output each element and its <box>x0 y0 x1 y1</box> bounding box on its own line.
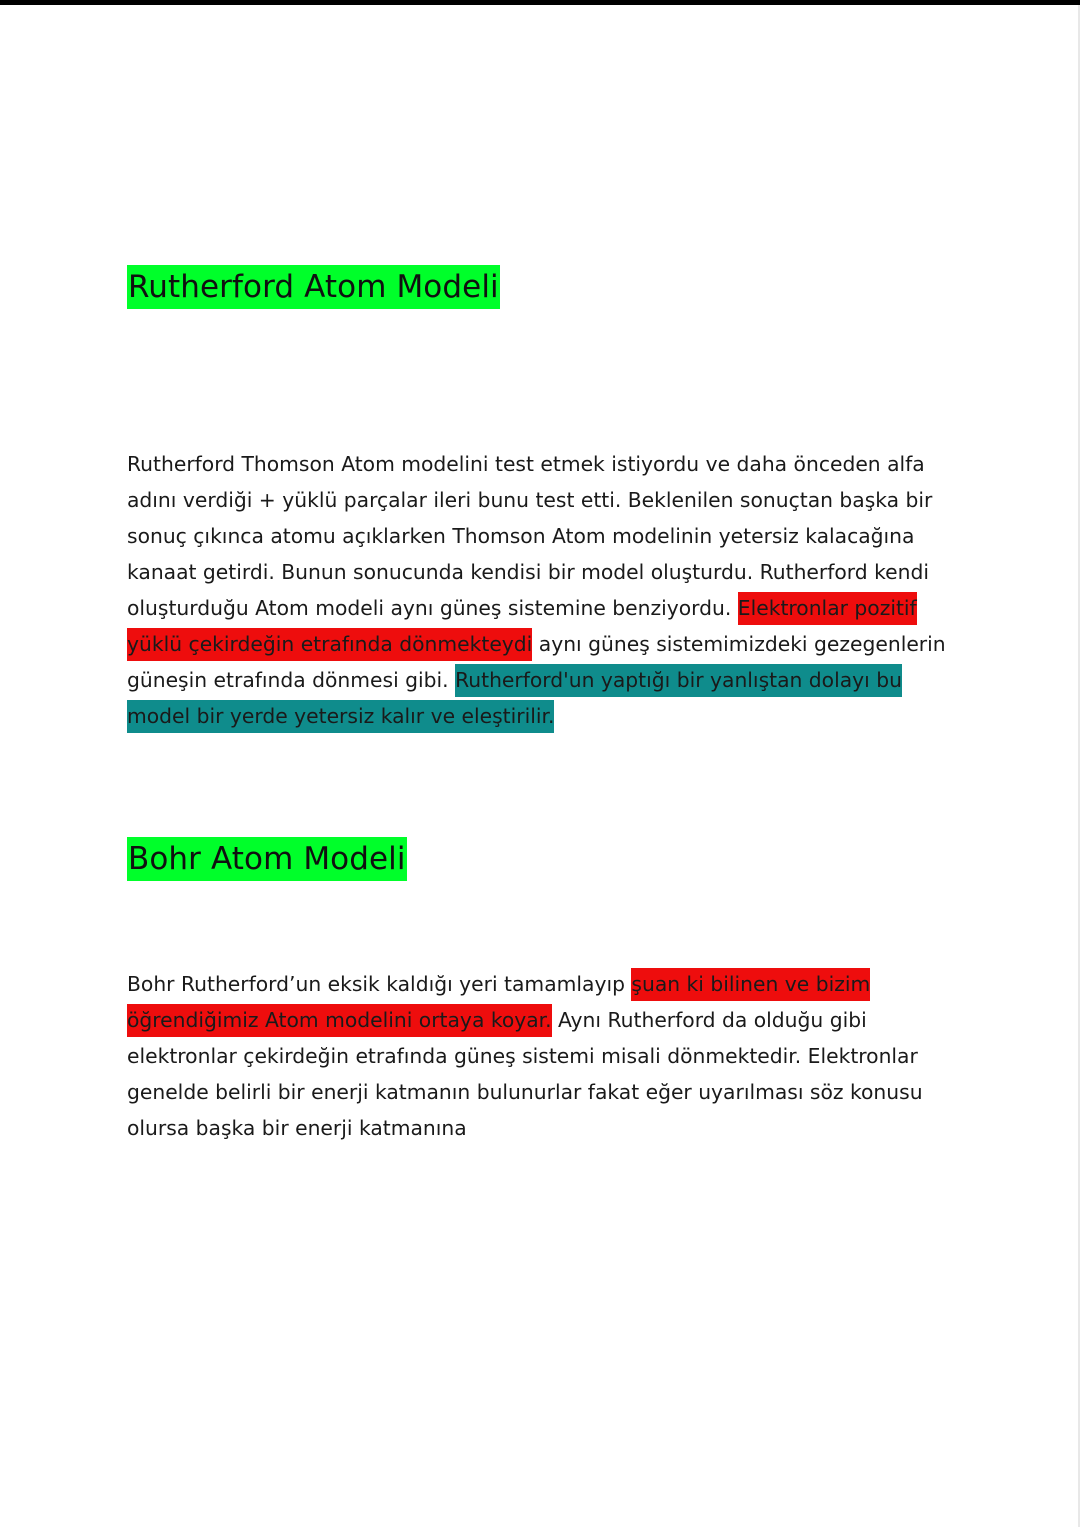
bohr-heading <box>127 837 407 881</box>
rutherford-paragraph <box>127 446 953 734</box>
top-edge-bar <box>0 0 1080 5</box>
rutherford-teal-highlight: Rutherford'un yaptığı bir yanlıştan dolayı bu model bir yerde yetersiz kalır ve eleştirilir. <box>127 664 902 733</box>
bohr-text-2: Aynı Rutherford da olduğu gibi elektronlar çekirdeğin etrafında güneş sistemi misali dönmektedir. Elektronlar genelde belirli bir enerji katmanın bulunurlar fakat eğer uyarılması söz konusu olursa başka bir enerji katmanına <box>127 1008 923 1140</box>
bohr-red-highlight: şuan ki bilinen ve bizim öğrendiğimiz Atom modelini ortaya koyar. <box>127 968 870 1037</box>
rutherford-text-2: aynı güneş sistemimizdeki gezegenlerin güneşin etrafında dönmesi gibi. <box>127 632 946 692</box>
rutherford-red-highlight: Elektronlar pozitif yüklü çekirdeğin etrafında dönmekteydi <box>127 592 917 661</box>
rutherford-text-1: Rutherford Thomson Atom modelini test etmek istiyordu ve daha önceden alfa adını verdiği + yüklü parçalar ileri bunu test etti. Beklenilen sonuçtan başka bir sonuç çıkınca atomu açıklarken Thomson Atom modelinin yetersiz kalacağına kanaat getirdi. Bunun sonucunda kendisi bir model oluşturdu. Rutherford kendi oluşturduğu Atom modeli aynı güneş sistemine benziyordu. <box>127 452 933 620</box>
bohr-text-1: Bohr Rutherford’un eksik kaldığı yeri tamamlayıp <box>127 972 632 996</box>
rutherford-heading <box>127 265 500 309</box>
bohr-paragraph <box>127 966 953 1146</box>
bohr-heading-text: Bohr Atom Modeli <box>127 837 407 881</box>
rutherford-heading-text: Rutherford Atom Modeli <box>127 265 500 309</box>
